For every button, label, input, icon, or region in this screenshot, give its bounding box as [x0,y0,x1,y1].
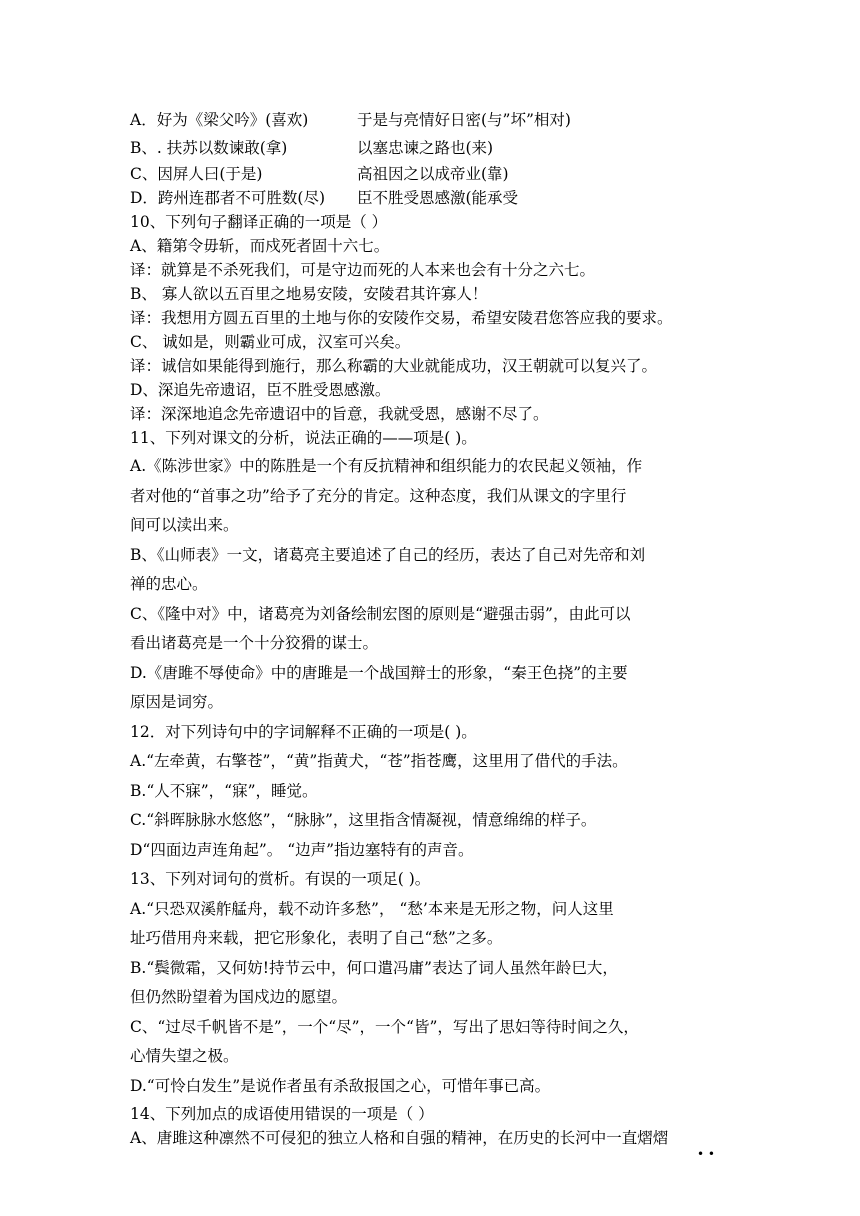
q9-option-c-right: 高祖因之以成帝业(靠) [357,165,509,183]
q11-line: B、《山师表》一文，诸葛亮主要追述了自己的经历，表达了自己对先帝和刘 [130,546,646,564]
q10-line: 译：诚信如果能得到施行，那么称霸的大业就能成功，汉王朝就可以复兴了。 [130,357,658,375]
q14-stem: 14、下列加点的成语使用错误的一项是（ ） [130,1105,434,1123]
q13-line: 址巧借用舟来载，把它形象化，表明了自己“愁”之多。 [130,929,503,947]
q12-line: B.“人不寐”，“寐”，睡觉。 [130,782,318,800]
q10-line: 译：就算是不杀死我们，可是守边而死的人本来也会有十分之六七。 [130,261,596,279]
q13-line: 心情失望之极。 [130,1047,239,1065]
q10-line: A、籍第令毋斩，而戍死者固十六七。 [130,237,390,255]
q11-line: C、《隆中对》中，诸葛亮为刘备绘制宏图的原则是“避强击弱”，由此可以 [130,605,631,623]
q9-option-d-left: D．跨州连郡者不可胜数(尽) [130,189,326,207]
q11-line: 原因是词穷。 [130,693,224,711]
q10-line: 译：深深地追念先帝遗诏中的旨意，我就受恩，感谢不尽了。 [130,405,549,423]
q12-line: C.“斜晖脉脉水悠悠”，“脉脉”，这里指含情凝视，情意绵绵的样子。 [130,811,597,829]
q9-option-a-right: 于是与亮情好日密(与”坏”相对) [357,111,571,129]
q13-line: B.“鬓微霜，又何妨!持节云中，何口遣冯庸”表达了词人虽然年龄巳大， [130,959,618,977]
q9-option-b-left: B、. 扶苏以数谏敢(拿) [130,139,288,157]
q9-option-a-left: A．好为《梁父吟》(喜欢) [130,111,309,129]
q10-line: 译：我想用方圆五百里的土地与你的安陵作交易，希望安陵君您答应我的要求。 [130,309,673,327]
q13-line: A.“只恐双溪舴艋舟，载不动许多愁”， “愁’本来是无形之物，问人这里 [130,900,614,918]
q14-line: A、唐雎这种凛然不可侵犯的独立人格和自强的精神，在历史的长河中一直熠熠 [130,1129,669,1147]
q10-line: C、 诚如是，则霸业可成，汉室可兴矣。 [130,333,411,351]
q12-line: D“四面边声连角起”。 “边声”指边塞特有的声音。 [130,841,474,859]
q11-stem: 11、下列对课文的分析，说法正确的——项是( )。 [130,429,477,447]
q9-option-b-right: 以塞忠谏之路也(来) [357,139,494,157]
q11-line: 禅的忠心。 [130,575,208,593]
q11-line: 间可以渎出来。 [130,516,239,534]
q13-line: 但仍然盼望着为国戍边的愿望。 [130,988,348,1006]
q9-option-c-left: C、因屏人曰(于是) [130,165,263,183]
q9-option-d-right: 臣不胜受恩感激(能承受 [357,189,519,207]
q12-stem: 12．对下列诗句中的字词解释不正确的一项是( )。 [130,723,477,741]
q13-line: C、“过尽千帆皆不是”，一个“尽”，一个“皆”，写出了思妇等待时间之久， [130,1018,639,1036]
q10-stem: 10、下列句子翻译正确的一项是（ ） [130,213,388,231]
q10-line: B、 寡人欲以五百里之地易安陵，安陵君其许寡人！ [130,285,488,303]
q13-line: D.“可怜白发生”是说作者虽有杀敌报国之心，可惜年事已高。 [130,1077,551,1095]
q11-line: D.《唐雎不辱使命》中的唐雎是一个战国辩士的形象，“秦王色挠”的主要 [130,664,628,682]
q10-line: D、深追先帝遗诏，臣不胜受恩感激。 [130,381,391,399]
q11-line: 者对他的“首事之功”给予了充分的肯定。这种态度，我们从课文的字里行 [130,487,627,505]
q12-line: A.“左牵黄，右擎苍”，“黄”指黄犬，“苍”指苍鹰，这里用了借代的手法。 [130,752,628,770]
q11-line: 看出诸葛亮是一个十分狡猾的谋士。 [130,634,379,652]
emphasis-dots: • • [697,1147,715,1161]
q13-stem: 13、下列对词句的赏析。有误的一项足( )。 [130,870,431,888]
q11-line: A.《陈涉世家》中的陈胜是一个有反抗精神和组织能力的农民起义领袖，作 [130,457,643,475]
